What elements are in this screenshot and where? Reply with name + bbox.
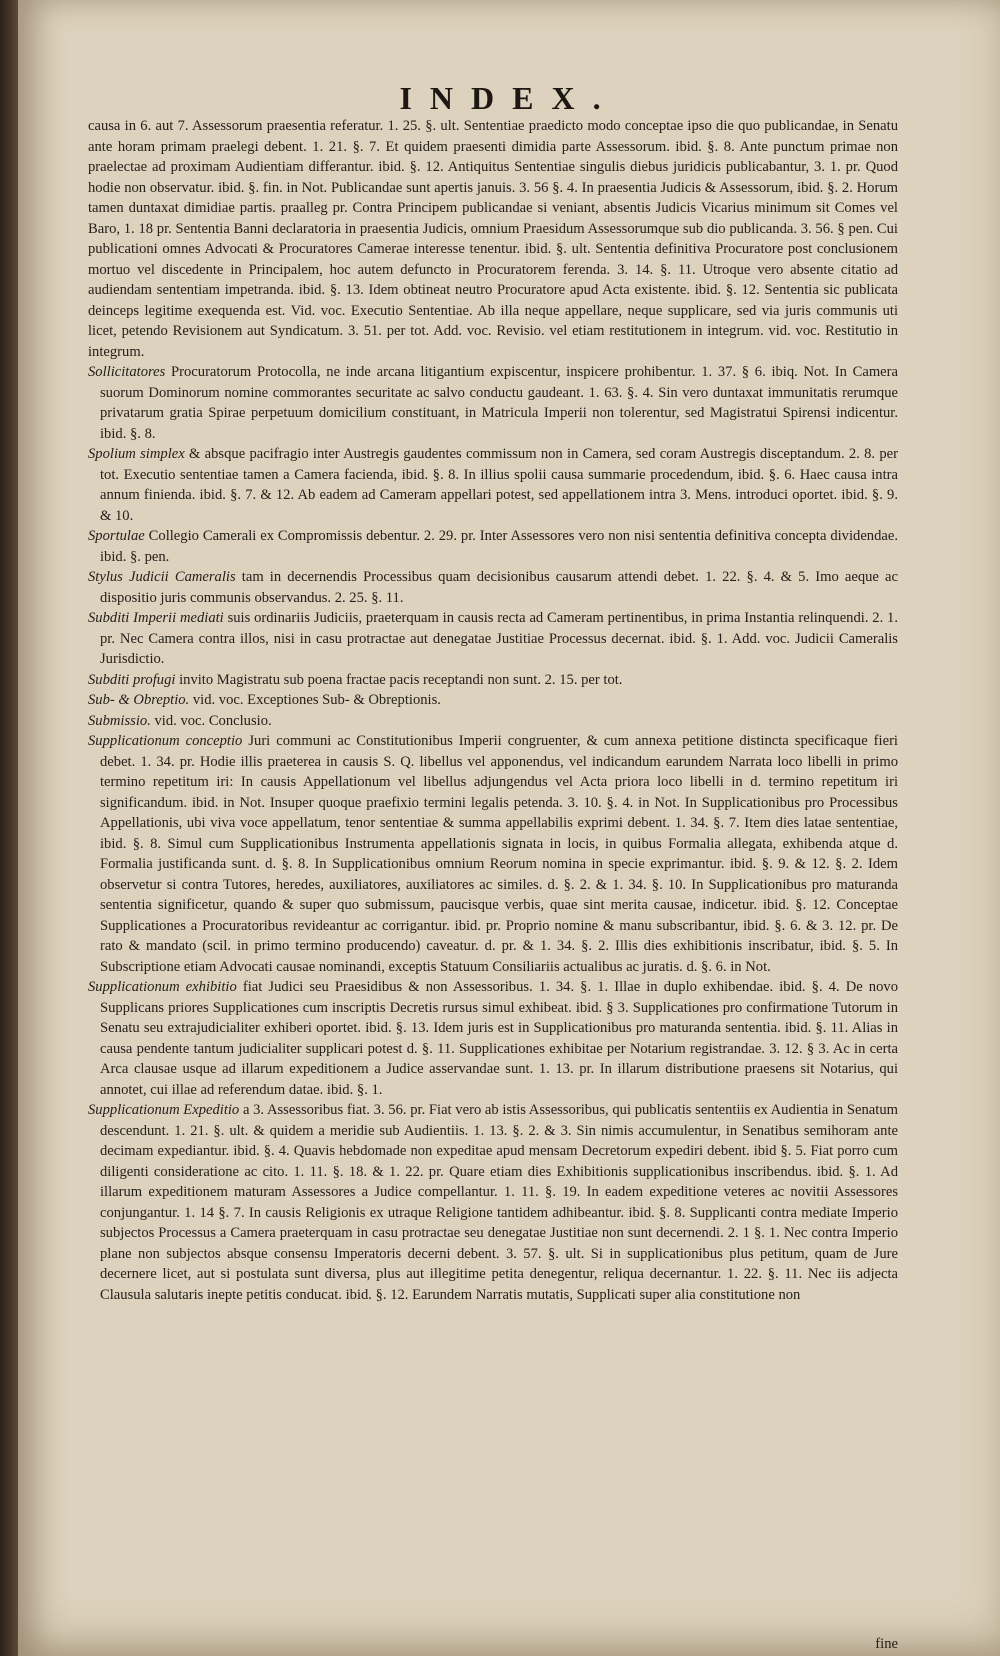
entry-body: vid. voc. Exceptiones Sub- & Obreptionis. bbox=[192, 692, 441, 708]
index-entry bbox=[88, 711, 898, 732]
entry-body: & absque pacifragio inter Austregis gaudentes commissum non in Camera, sed coram Austregis disceptandum. 2. 8. per tot. Executio sententiae tamen a Camera facienda, ibid. §. 8. In illius spolii causa summarie procedendum, ibid. §. 6. Haec causa intra annum finienda. ibid. §. 7. & 12. Ab eadem ad Cameram appellari potest, sed appellationem intra 3. Mens. introduci oportet. ibid. §. 9. & 10. bbox=[100, 446, 898, 524]
entry-head: Spolium simplex bbox=[88, 446, 185, 462]
page-title: INDEX. bbox=[399, 80, 619, 116]
index-entry bbox=[88, 608, 898, 670]
catchword: fine bbox=[875, 1636, 898, 1652]
index-entry bbox=[88, 977, 898, 1100]
entry-head: Supplicationum conceptio bbox=[88, 733, 243, 749]
entry-body: causa in 6. aut 7. Assessorum praesentia referatur. 1. 25. §. ult. Sententiae praedicto modo conceptae ipso die quo publicandae, in Senatu ante horam primam praelegi debent. 1. 21. §. 7. Et quidem praesenti dimidia parte Assessorum. ibid. §. 8. Ante punctum primae non praelectae ad proximam Audientiam differantur. ibid. §. 12. Antiquitus Sententiae singulis diebus juridicis publicabantur, 3. 1. pr. Quod hodie non observatur. ibid. §. fin. in Not. Publicandae sunt apertis januis. 3. 56 §. 4. In praesentia Judicis & Assessorum, ibid. §. 2. Horum tamen duntaxat dimidiae partis. praalleg pr. Contra Principem publicandae si veniant, absentis Judicis Vicarius minimum sit Comes vel Baro, 1. 18 pr. Sententia Banni declaratoria in praesentia Judicis, omnium Praesidum Assessorumque sub dio publicanda. 3. 56. § pen. Cui publicationi omnes Advocati & Procuratores Camerae interesse tenentur. ibid. §. ult. Sententia definitiva Procuratore post conclusionem mortuo vel discedente in Principalem, hoc autem defuncto in Procuratorem ferenda. 3. 14. §. 11. Utroque vero absente citatio ad audiendam sententiam impetranda. ibid. §. 13. Idem obtineat neutro Procuratore apud Acta existente. ibid. §. 12. Sententia sic publicata deinceps legitime exequenda est. Vid. voc. Executio Sententiae. Ab illa neque appellare, neque supplicare, sed via juris communis uti licet, petendo Revisionem aut Syndicatum. 3. 51. per tot. Add. voc. Revisio. vel etiam restitutionem in integrum. vid. voc. Restitutio in integrum. bbox=[88, 118, 898, 360]
index-entries bbox=[88, 116, 898, 1305]
index-entry bbox=[88, 690, 898, 711]
entry-body: vid. voc. Conclusio. bbox=[154, 712, 272, 729]
entry-body: a 3. Assessoribus fiat. 3. 56. pr. Fiat vero ab istis Assessoribus, qui publicatis sententiis ex Audientia in Senatum descendunt. 1. 21. §. ult. & quidem a meridie sub Audientiis. 1. 13. §. 2. & 3. Sin nimis accumulentur, in Senatibus semihoram ante decimam expediantur. ibid. §. 4. Quavis hebdomade non expeditae apud mensam Decretorum expediri debent. ibid §. 5. Fiat porro cum diligenti consideratione ac cito. 1. 11. §. 18. & 1. 22. pr. Quare etiam dies Exhibitionis supplicationibus inscribendus. ibid. §. 1. Ad illarum expeditionem maturam Assessores a Judice compellantur. 1. 11. §. 19. In eadem expeditione veteres ac novitii Assessores conjungantur. 1. 14 §. 7. In causis Religionis ex utraque Religione tantidem adhibeantur. ibid. §. 8. Supplicanti contra mediate Imperio subjectos Processus a Camera praeterquam in casu protractae seu denegatae Justitiae non sunt decernendi. 2. 1 §. 1. Nec contra Imperio plane non subjectos absque consensu Imperatoris decerni debent. 3. 57. §. ult. Si in supplicationibus plus petitum, quam de Jure decernere licet, aut si postulata sunt diversa, plus aut illegitime petita denegentur, reliqua decernantur. 1. 22. §. 11. Nec iis adjecta Clausula salutaris inepte petitis conducat. ibid. §. 12. Earundem Narratis mutatis, Supplicati super alia constitutione non bbox=[100, 1102, 898, 1303]
entry-head: Subditi Imperii mediati bbox=[88, 610, 224, 626]
entry-head: Sportulae bbox=[88, 528, 145, 544]
index-entry bbox=[88, 526, 898, 567]
book-page bbox=[18, 0, 1000, 1656]
entry-body: invito Magistratu sub poena fractae pacis receptandi non sunt. 2. 15. per tot. bbox=[179, 671, 623, 688]
entry-body: tam in decernendis Processibus quam decisionibus causarum attendi debet. 1. 22. §. 4. & 5. Imo aeque ac dispositio juris communis observandus. 2. 25. §. 11. bbox=[100, 569, 898, 606]
entry-body: Collegio Camerali ex Compromissis debentur. 2. 29. pr. Inter Assessores vero non nisi sententia definitiva concepta dividendae. ibid. §. pen. bbox=[100, 528, 898, 565]
index-entry bbox=[88, 116, 898, 362]
book-gutter bbox=[0, 0, 18, 1656]
entry-head: Stylus Judicii Cameralis bbox=[88, 569, 236, 585]
index-entry bbox=[88, 444, 898, 526]
entry-body: suis ordinariis Judiciis, praeterquam in causis recta ad Cameram pertinentibus, in prima Instantia relinquendi. 2. 1. pr. Nec Camera contra illos, nisi in casu protractae aut denegatae Justitiae Processus decernat. ibid. §. 1. Add. voc. Judicii Cameralis Jurisdictio. bbox=[100, 610, 898, 667]
entry-head: Submissio. bbox=[88, 712, 151, 729]
entry-head: Subditi profugi bbox=[88, 671, 176, 688]
index-entry bbox=[88, 731, 898, 977]
index-entry bbox=[88, 670, 898, 691]
entry-head: Supplicationum exhibitio bbox=[88, 979, 237, 995]
entry-head: Supplicationum Expeditio bbox=[88, 1102, 240, 1118]
entry-body: fiat Judici seu Praesidibus & non Assessoribus. 1. 34. §. 1. Illae in duplo exhibendae. ibid. §. 4. De novo Supplicans priores Supplicationes cum inscriptis Decretis rursus simul exhibeat. ibid. § 3. Supplicationes pro confirmatione Tutorum in Senatu seu extrajudicialiter exhiberi oportet. ibid. §. 13. Idem juris est in Supplicationibus pro maturanda sententia. ibid. §. 11. Alias in causa pendente tantum judicialiter supplicari potest d. §. 11. Supplicationes exhibitae per Notarium registrandae. 3. 12. § 3. Ac in certa Arca clausae usque ad illarum expeditionem a Judice asservandae sunt. 1. 13. pr. In illarum distributione praesens sit Notarius, qui annotet, cui illae ad referendum datae. ibid. §. 1. bbox=[100, 979, 898, 1098]
entry-body: Procuratorum Protocolla, ne inde arcana litigantium expiscentur, inspicere prohibentur. 1. 37. § 6. ibiq. Not. In Camera suorum Dominorum nomine commorantes securitate ac salvo conductu gaudeant. 1. 63. §. 4. Sin vero duntaxat immunitatis rerumque privatarum gratia Spirae perpetuum domicilium constituant, in Matricula Imperii non tolerentur, sed Magistratui Spirensi indicentur. ibid. §. 8. bbox=[100, 364, 898, 442]
entry-head: Sub- & Obreptio. bbox=[88, 692, 190, 708]
entry-body: Juri communi ac Constitutionibus Imperii congruenter, & cum annexa petitione distincta specificaque fieri debet. 1. 34. pr. Hodie illis praeterea in causis S. Q. libellus vel apponendus, vel indicandum earundem Narrata loco libelli in primo termino repetitum iri: In causis Appellationum vel libellus adjungendus vel Acta priora loco libelli in d. termino repetitum iri significandum. ibid. in Not. Insuper quoque praefixio termini legalis petenda. 3. 10. §. 4. in Not. In Supplicationibus pro Processibus Appellationis, ubi viva voce appellatum, tenor sententiae & summa appellabilis exprimi debent. 1. 34. §. 7. Item dies latae sententiae, ibid. §. 8. Simul cum Supplicationibus Instrumenta appellationis signata in locis, in quibus Formalia allegata, exhibenda atque d. Formalia justificanda sunt. d. §. 8. In Supplicationibus omnium Reorum nomina in specie exprimantur. ibid. §. 9. & 12. §. 2. Idem observetur si contra Tutores, heredes, auxiliatores, auxiliatores ac similes. d. §. 2. & 1. 34. §. 10. In Supplicationibus pro maturanda sententia significetur, quando & super quo submissum, paucisque verbis, quae sint merita causae, indicetur. ibid. §. 12. Conceptae Supplicationes a Procuratoribus revideantur ac corrigantur. ibid. pr. Proprio nomine & manu subscribantur, ibid. §. 6. & 3. 12. pr. De rato & mandato (scil. in primo termino producendo) caveatur. d. pr. & 1. 34. §. 2. Illis dies exhibitionis inscribatur, ibid. §. 5. In Subscriptione etiam Advocati causae nominandi, exceptis Statuum Consiliariis actualibus ac juratis. d. §. 6. in Not. bbox=[100, 733, 898, 975]
index-entry bbox=[88, 567, 898, 608]
index-entry bbox=[88, 362, 898, 444]
index-entry bbox=[88, 1100, 898, 1305]
entry-head: Sollicitatores bbox=[88, 364, 166, 380]
